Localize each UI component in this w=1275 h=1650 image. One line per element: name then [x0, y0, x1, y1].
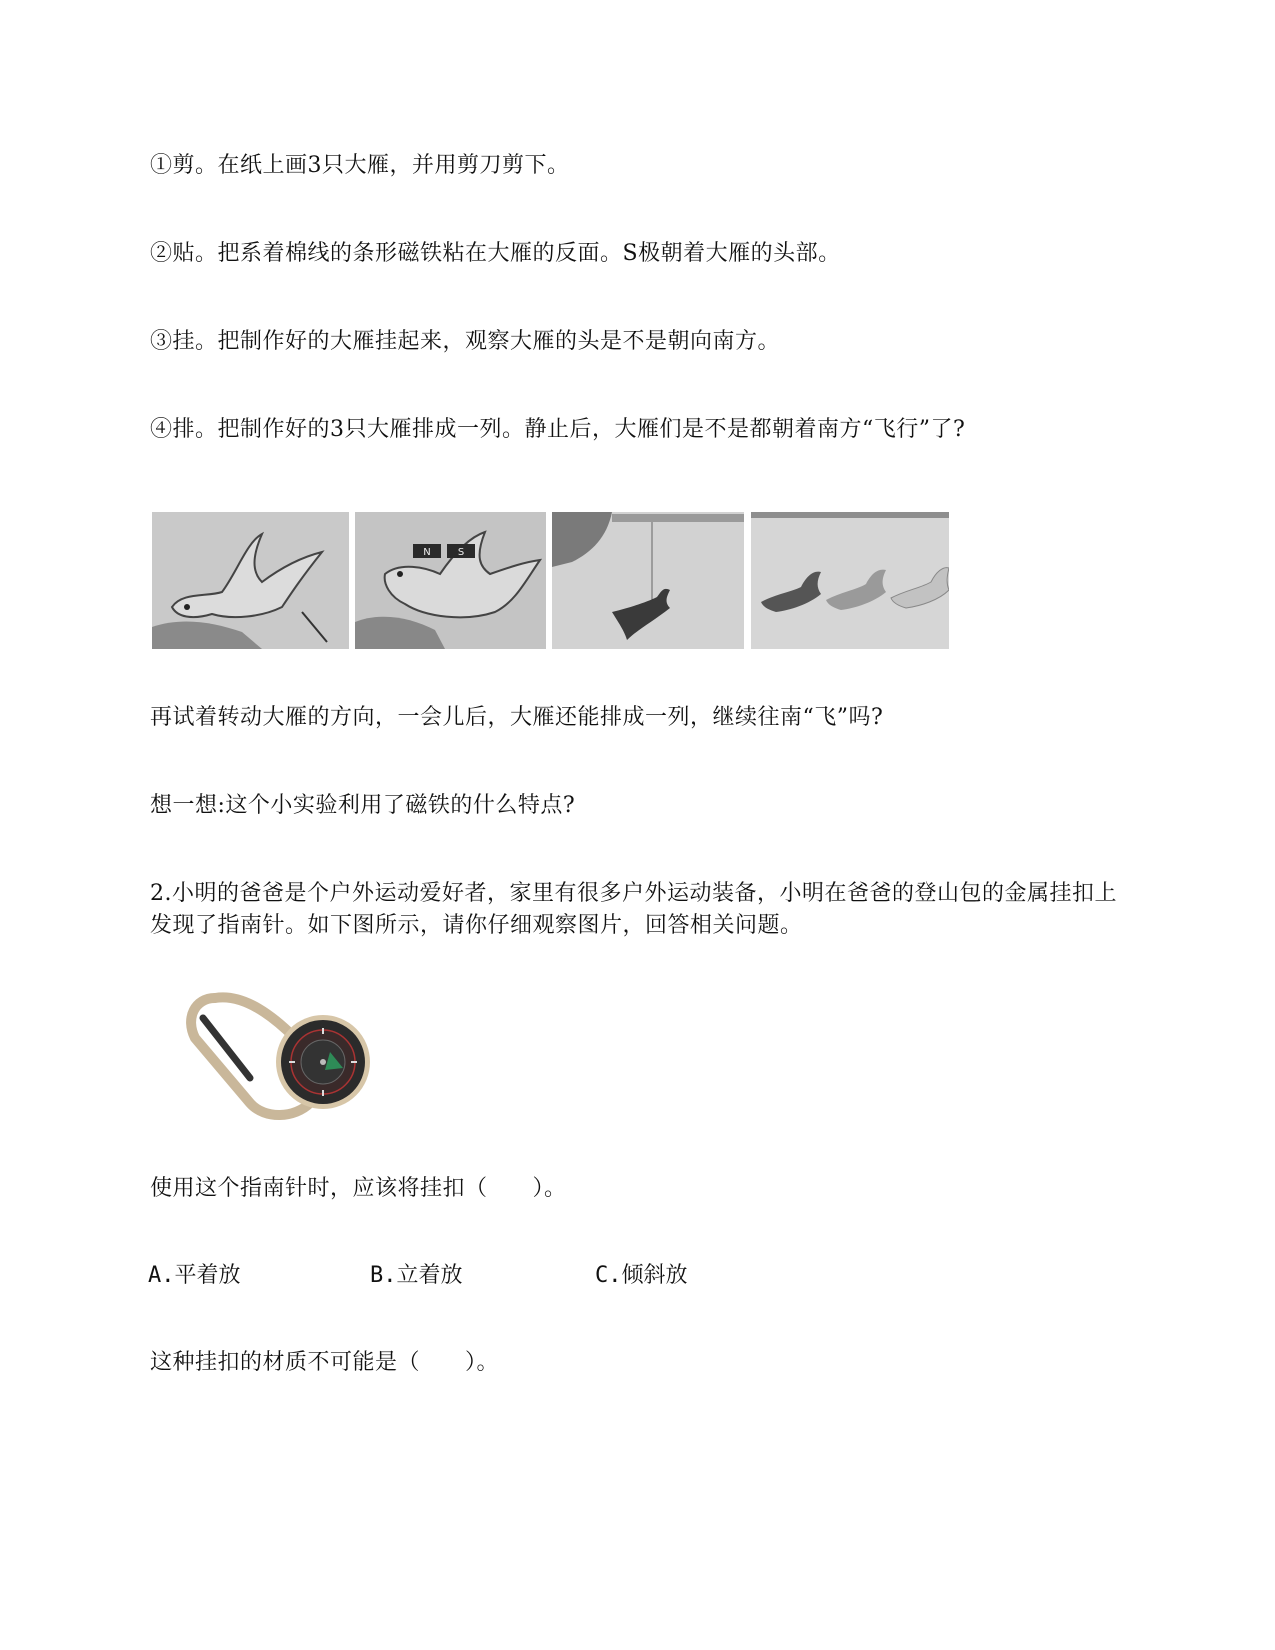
step-4: ④排。把制作好的3只大雁排成一列。静止后，大雁们是不是都朝着南方“飞行”了?	[150, 417, 966, 442]
think-prompt: 想一想:这个小实验利用了磁铁的什么特点?	[150, 793, 576, 818]
sub-question-2: 这种挂扣的材质不可能是（ ）。	[150, 1350, 500, 1375]
step-3: ③挂。把制作好的大雁挂起来，观察大雁的头是不是朝向南方。	[150, 329, 781, 354]
option-a[interactable]: A.平着放	[148, 1263, 241, 1288]
sub-question-1: 使用这个指南针时，应该将挂扣（ ）。	[150, 1176, 567, 1201]
hanging-goose-photo	[552, 512, 744, 649]
cut-goose-photo	[152, 512, 349, 649]
question-2-text: 2.小明的爸爸是个户外运动爱好者，家里有很多户外运动装备，小明在爸爸的登山包的金属挂扣上发现了指南针。如下图所示，请你仔细观察图片，回答相关问题。	[150, 881, 1117, 938]
three-geese-photo	[751, 512, 949, 649]
option-b[interactable]: B.立着放	[370, 1263, 463, 1288]
option-c[interactable]: C.倾斜放	[595, 1263, 688, 1288]
magnet-label-n: N	[423, 547, 431, 558]
carabiner-compass-image	[175, 978, 380, 1128]
follow-up-question: 再试着转动大雁的方向，一会儿后，大雁还能排成一列，继续往南“飞”吗?	[150, 705, 884, 730]
step-2: ②贴。把系着棉线的条形磁铁粘在大雁的反面。S极朝着大雁的头部。	[150, 241, 841, 266]
step-1: ①剪。在纸上画3只大雁，并用剪刀剪下。	[150, 153, 570, 178]
magnet-goose-photo	[355, 512, 546, 649]
magnet-label-s: S	[457, 547, 465, 558]
